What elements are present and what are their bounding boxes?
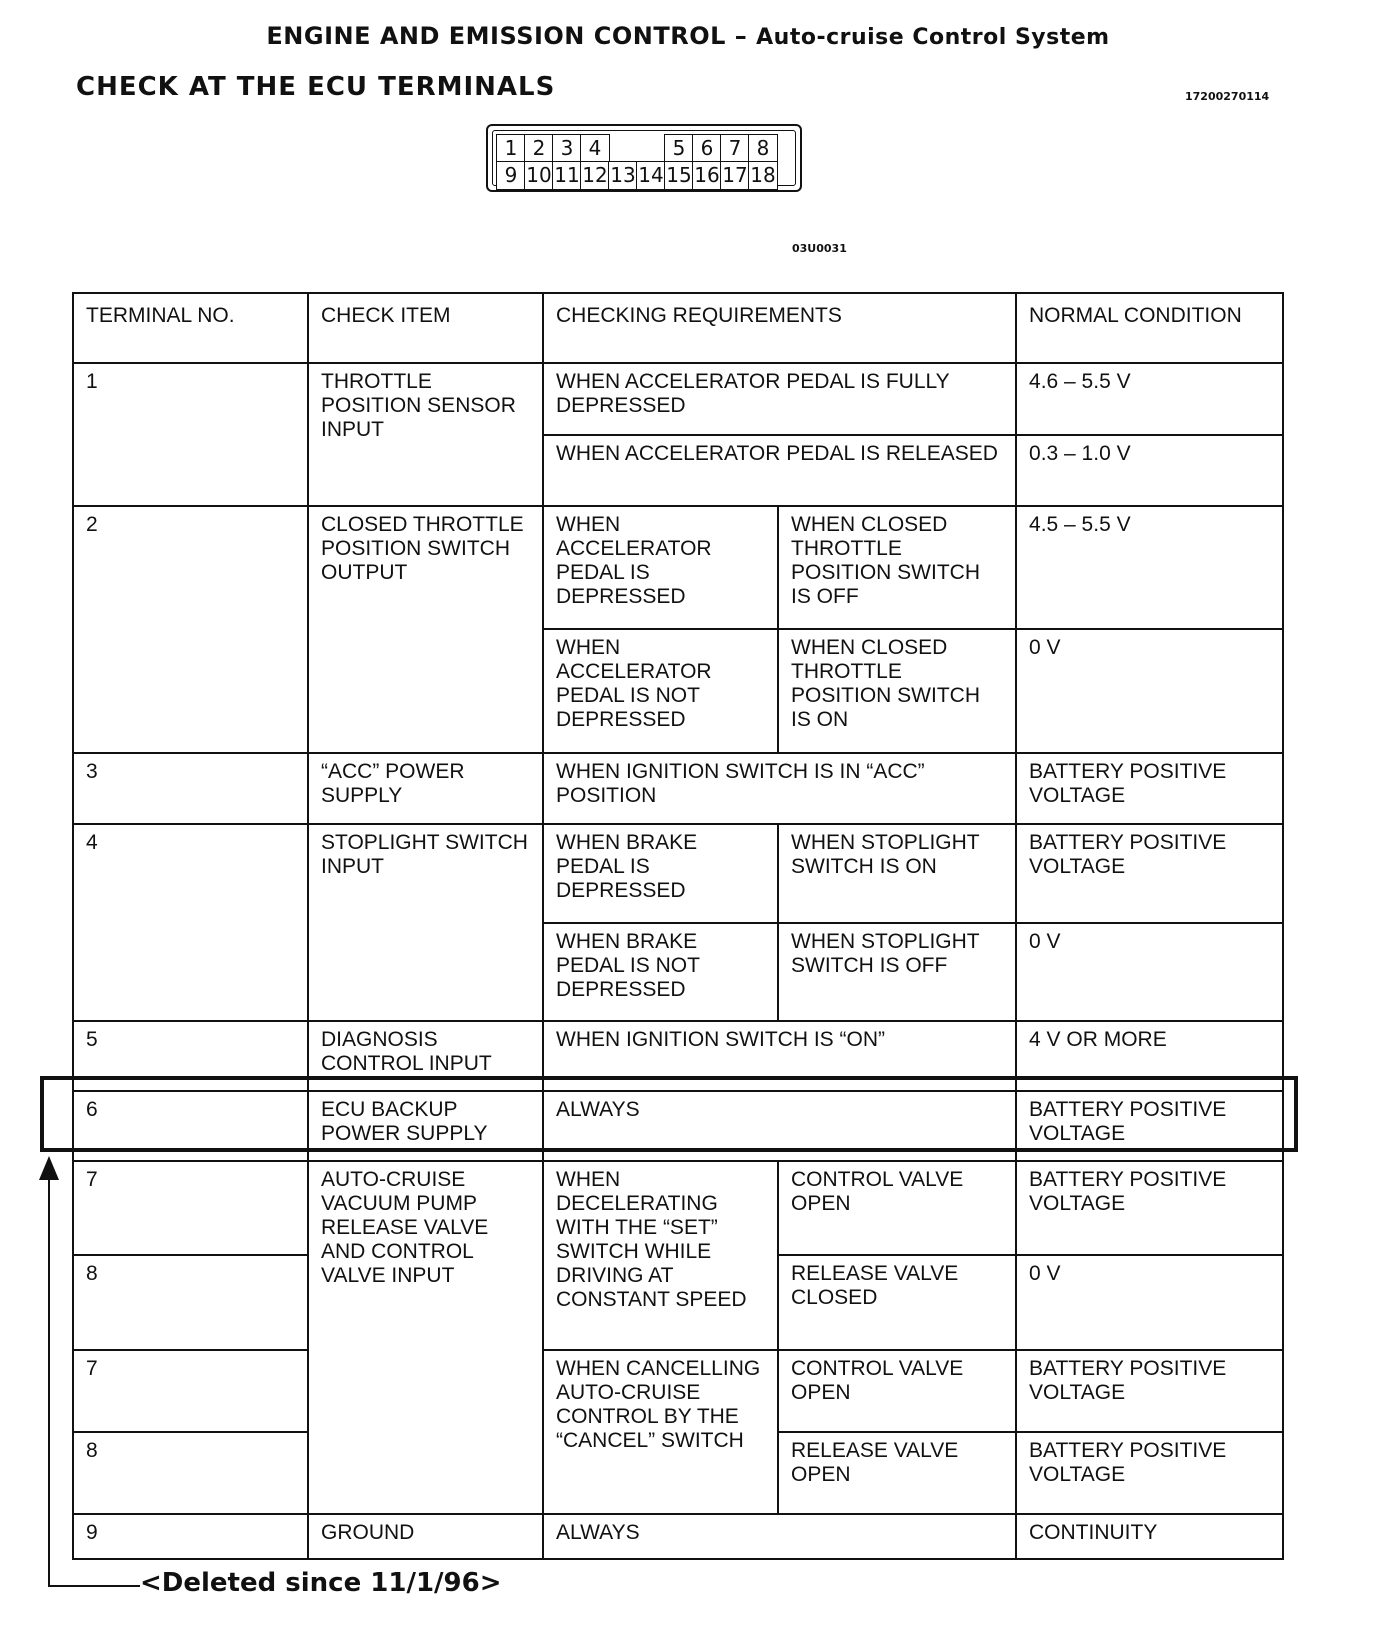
connector-pin: 4: [580, 134, 610, 163]
terminal-no: 5: [73, 1021, 308, 1091]
checking-requirement: ALWAYS: [543, 1091, 1016, 1161]
checking-sub-requirement: WHEN STOPLIGHT SWITCH IS OFF: [778, 923, 1016, 1021]
check-item: DIAGNOSIS CONTROL INPUT: [308, 1021, 543, 1091]
connector-pin: 13: [608, 161, 638, 190]
checking-sub-requirement: WHEN CLOSED THROTTLE POSITION SWITCH IS ON: [778, 629, 1016, 752]
connector-pin: 2: [524, 134, 554, 163]
checking-requirement: WHEN ACCELERATOR PEDAL IS RELEASED: [543, 435, 1016, 507]
checking-requirement: WHEN ACCELERATOR PEDAL IS FULLY DEPRESSED: [543, 363, 1016, 435]
check-item: THROTTLE POSITION SENSOR INPUT: [308, 363, 543, 507]
connector-pin: 8: [748, 134, 778, 163]
terminal-no: 4: [73, 824, 308, 1021]
terminal-no: 8: [73, 1432, 308, 1514]
table-row: [73, 1350, 1283, 1432]
terminal-no: 9: [73, 1514, 308, 1559]
connector-pin: 3: [552, 134, 582, 163]
terminal-no: 8: [73, 1255, 308, 1349]
header-subtitle: Auto-cruise Control System: [756, 25, 1110, 50]
normal-condition: BATTERY POSITIVE VOLTAGE: [1016, 824, 1283, 922]
connector-pin: 18: [748, 161, 778, 190]
connector-pin: 16: [692, 161, 722, 190]
connector-pin: 5: [664, 134, 694, 163]
callout-line-vertical: [48, 1168, 50, 1586]
deleted-since-note: <Deleted since 11/1/96>: [140, 1568, 502, 1598]
connector-pin: 17: [720, 161, 750, 190]
checking-sub-requirement: CONTROL VALVE OPEN: [778, 1161, 1016, 1255]
terminal-no: 7: [73, 1350, 308, 1432]
ecu-connector-diagram: [486, 124, 802, 192]
reference-id: 17200270114: [1185, 90, 1270, 103]
check-item: CLOSED THROTTLE POSITION SWITCH OUTPUT: [308, 506, 543, 752]
normal-condition: BATTERY POSITIVE VOLTAGE: [1016, 753, 1283, 825]
checking-requirement: WHEN DECELERATING WITH THE “SET” SWITCH WHILE DRIVING AT CONSTANT SPEED: [543, 1161, 778, 1350]
terminal-no: 7: [73, 1161, 308, 1255]
table-row: [73, 1021, 1283, 1091]
header-separator: –: [734, 22, 748, 50]
table-row: [73, 506, 1283, 629]
normal-condition: 4 V OR MORE: [1016, 1021, 1283, 1091]
callout-line-horizontal: [48, 1585, 140, 1587]
normal-condition: 4.5 – 5.5 V: [1016, 506, 1283, 629]
normal-condition: BATTERY POSITIVE VOLTAGE: [1016, 1161, 1283, 1255]
normal-condition: 4.6 – 5.5 V: [1016, 363, 1283, 435]
checking-requirement: WHEN ACCELERATOR PEDAL IS NOT DEPRESSED: [543, 629, 778, 752]
connector-pin: 10: [524, 161, 554, 190]
checking-sub-requirement: RELEASE VALVE OPEN: [778, 1432, 1016, 1514]
checking-requirement: ALWAYS: [543, 1514, 1016, 1559]
normal-condition: 0.3 – 1.0 V: [1016, 435, 1283, 507]
connector-pin: 6: [692, 134, 722, 163]
table-row-deleted: [73, 1091, 1283, 1161]
table-header-row: [73, 293, 1283, 363]
check-item: ECU BACKUP POWER SUPPLY: [308, 1091, 543, 1161]
connector-pin: 11: [552, 161, 582, 190]
normal-condition: 0 V: [1016, 1255, 1283, 1349]
normal-condition: BATTERY POSITIVE VOLTAGE: [1016, 1432, 1283, 1514]
ecu-terminal-table: [72, 292, 1284, 1560]
check-item: “ACC” POWER SUPPLY: [308, 753, 543, 825]
checking-requirement: WHEN IGNITION SWITCH IS IN “ACC” POSITION: [543, 753, 1016, 825]
checking-requirement: WHEN BRAKE PEDAL IS NOT DEPRESSED: [543, 923, 778, 1021]
table-row: [73, 363, 1283, 435]
normal-condition: BATTERY POSITIVE VOLTAGE: [1016, 1350, 1283, 1432]
connector-pin: 9: [496, 161, 526, 190]
section-title: CHECK AT THE ECU TERMINALS: [76, 72, 556, 102]
header-main-title: ENGINE AND EMISSION CONTROL: [266, 22, 726, 50]
header-checking-requirements: CHECKING REQUIREMENTS: [543, 293, 1016, 363]
connector-pin: 1: [496, 134, 526, 163]
normal-condition: 0 V: [1016, 923, 1283, 1021]
table-row: [73, 1161, 1283, 1255]
header-normal-condition: NORMAL CONDITION: [1016, 293, 1283, 363]
normal-condition: BATTERY POSITIVE VOLTAGE: [1016, 1091, 1283, 1161]
table-row: [73, 753, 1283, 825]
normal-condition: CONTINUITY: [1016, 1514, 1283, 1559]
connector-pin: 12: [580, 161, 610, 190]
checking-sub-requirement: RELEASE VALVE CLOSED: [778, 1255, 1016, 1349]
terminal-no: 6: [73, 1091, 308, 1161]
header-check-item: CHECK ITEM: [308, 293, 543, 363]
check-item: STOPLIGHT SWITCH INPUT: [308, 824, 543, 1021]
terminal-no: 3: [73, 753, 308, 825]
checking-requirement: WHEN IGNITION SWITCH IS “ON”: [543, 1021, 1016, 1091]
table-row: [73, 1514, 1283, 1559]
connector-pin: 7: [720, 134, 750, 163]
check-item: GROUND: [308, 1514, 543, 1559]
check-item: AUTO-CRUISE VACUUM PUMP RELEASE VALVE AND CONTROL VALVE INPUT: [308, 1161, 543, 1514]
connector-pin: 15: [664, 161, 694, 190]
figure-id: 03U0031: [792, 242, 847, 255]
checking-sub-requirement: CONTROL VALVE OPEN: [778, 1350, 1016, 1432]
checking-requirement: WHEN CANCELLING AUTO-CRUISE CONTROL BY THE “CANCEL” SWITCH: [543, 1350, 778, 1514]
document-header: [0, 22, 1376, 50]
header-terminal-no: TERMINAL NO.: [73, 293, 308, 363]
terminal-no: 2: [73, 506, 308, 752]
normal-condition: 0 V: [1016, 629, 1283, 752]
checking-requirement: WHEN ACCELERATOR PEDAL IS DEPRESSED: [543, 506, 778, 629]
checking-requirement: WHEN BRAKE PEDAL IS DEPRESSED: [543, 824, 778, 922]
table-row: [73, 824, 1283, 922]
connector-pin: 14: [636, 161, 666, 190]
terminal-no: 1: [73, 363, 308, 507]
checking-sub-requirement: WHEN CLOSED THROTTLE POSITION SWITCH IS OFF: [778, 506, 1016, 629]
checking-sub-requirement: WHEN STOPLIGHT SWITCH IS ON: [778, 824, 1016, 922]
